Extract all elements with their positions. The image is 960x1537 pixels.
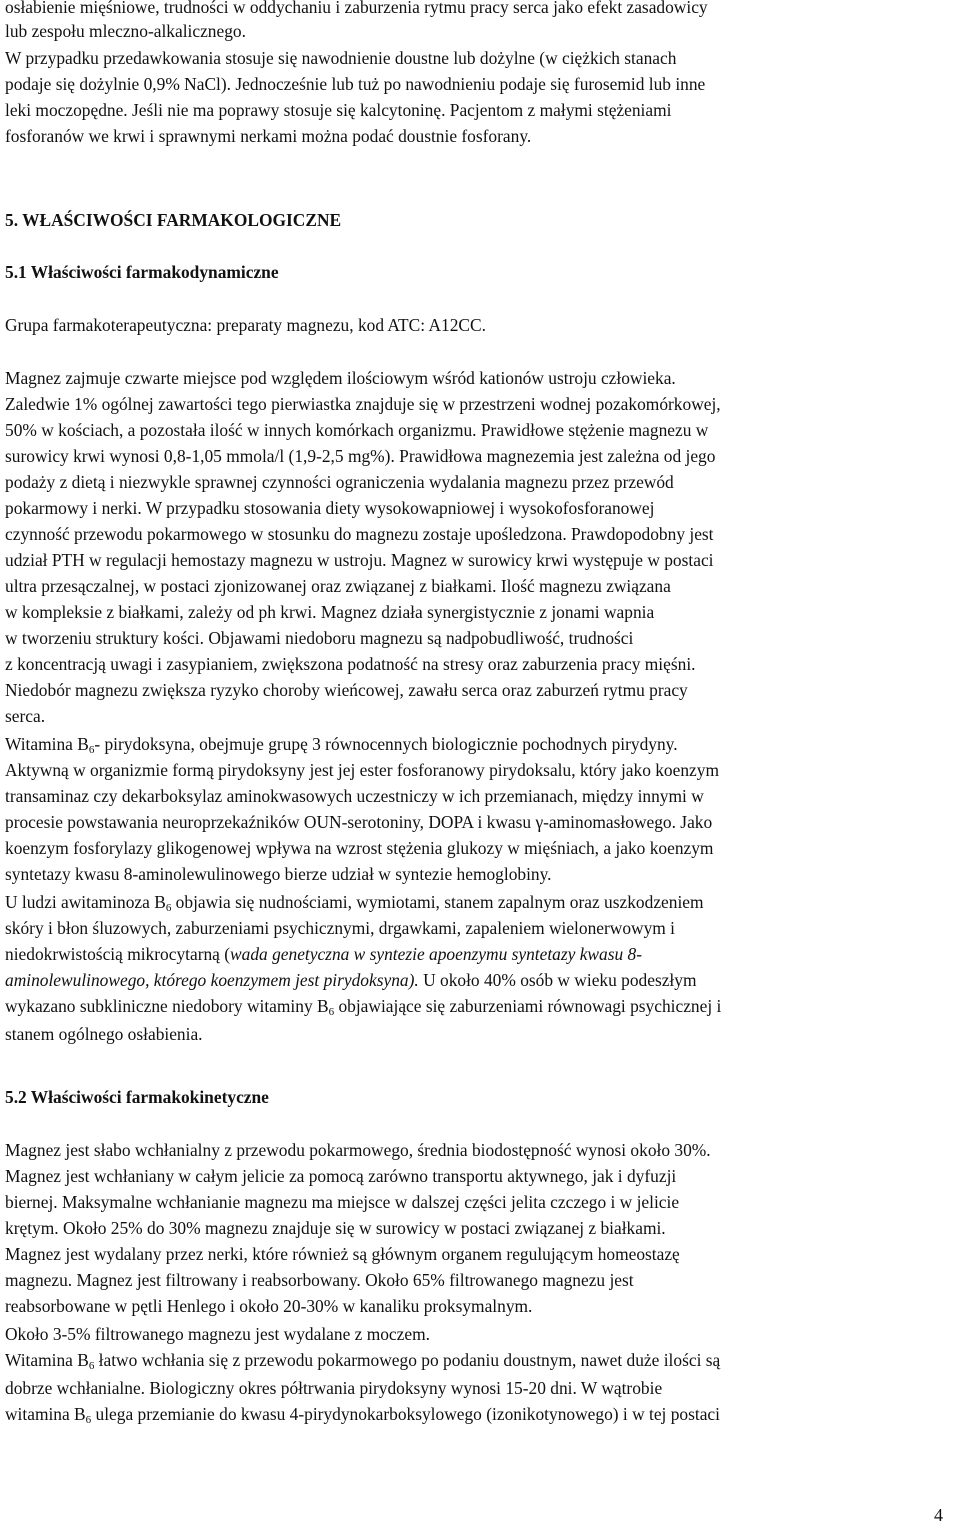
text-line: Aktywną w organizmie formą pirydoksyny jest jej ester fosforanowy pirydoksalu, który jako koenzym [5, 760, 719, 780]
text-line: Magnez jest słabo wchłanialny z przewodu pokarmowego, średnia biodostępność wynosi około 30%. [5, 1140, 711, 1160]
text-line: lub zespołu mleczno-alkalicznego. [5, 21, 246, 41]
text-line: Niedobór magnezu zwiększa ryzyko choroby wieńcowej, zawału serca oraz zaburzeń rytmu pracy [5, 680, 688, 700]
atc-group-line: Grupa farmakoterapeutyczna: preparaty magnezu, kod ATC: A12CC. [5, 315, 486, 335]
text-line: niedokrwistością mikrocytarną (wada genetyczna w syntezie apoenzymu syntetazy kwasu 8- [5, 944, 643, 964]
subsection-heading: 5.2 Właściwości farmakokinetyczne [5, 1087, 269, 1107]
text-line: dobrze wchłanialne. Biologiczny okres półtrwania pirydoksyny wynosi 15-20 dni. W wątrobie [5, 1378, 663, 1398]
text-line: U ludzi awitaminoza $B_6$ objawia się nudnościami, wymiotami, stanem zapalnym oraz uszkodzeniem [5, 892, 704, 914]
text-line: podaży z dietą i niezwykle sprawnej czynności ograniczenia wydalania magnezu przez przewód [5, 472, 674, 492]
text-line: krętym. Około 25% do 30% magnezu znajduje się w surowicy w postaci związanej z białkami. [5, 1218, 666, 1238]
text-line: Zaledwie 1% ogólnej zawartości tego pierwiastka znajduje się w przestrzeni wodnej pozakomórkowej, [5, 394, 721, 414]
page-number: 4 [934, 1505, 943, 1525]
text-line: z koncentracją uwagi i zasypianiem, zwiększona podatność na stresy oraz zaburzenia pracy mięśni. [5, 654, 696, 674]
text-line: osłabienie mięśniowe, trudności w oddychaniu i zaburzenia rytmu pracy serca jako efekt zasadowicy [5, 0, 708, 17]
text-line: w kompleksie z białkami, zależy od ph krwi. Magnez działa synergistycznie z jonami wapnia [5, 602, 655, 622]
subsection-heading: 5.1 Właściwości farmakodynamiczne [5, 262, 279, 282]
text-line: Witamina $B_6-$ pirydoksyna, obejmuje grupę 3 równocennych biologicznie pochodnych pirydyny. [5, 734, 678, 756]
text-line: udział PTH w regulacji hemostazy magnezu w ustroju. Magnez w surowicy krwi występuje w postaci [5, 550, 714, 570]
text-line: stanem ogólnego osłabienia. [5, 1024, 203, 1044]
text-line: Magnez jest wydalany przez nerki, które również są głównym organem regulującym homeostazę [5, 1244, 680, 1264]
text-line: syntetazy kwasu 8-aminolewulinowego bierze udział w syntezie hemoglobiny. [5, 864, 552, 884]
text-line: podaje się dożylnie 0,9% NaCl). Jednocześnie lub tuż po nawodnieniu podaje się furosemid lub inne [5, 74, 706, 94]
text-line: Magnez jest wchłaniany w całym jelicie za pomocą zarówno transportu aktywnego, jak i dyfuzji [5, 1166, 677, 1186]
text-line: 50% w kościach, a pozostała ilość w innych komórkach organizmu. Prawidłowe stężenie magnezu w [5, 420, 709, 440]
text-line: serca. [5, 706, 46, 726]
text-line: witamina $B_6$ ulega przemianie do kwasu 4-pirydynokarboksylowego (izonikotynowego) i w tej postaci [5, 1404, 720, 1426]
text-line: transaminaz czy dekarboksylaz aminokwasowych uczestniczy w ich przemianach, między innymi w [5, 786, 704, 806]
text-line: wykazano subkliniczne niedobory witaminy $B_6$ objawiające się zaburzeniami równowagi psychicznej i [5, 996, 722, 1018]
text-line: w tworzeniu struktury kości. Objawami niedoboru magnezu są nadpobudliwość, trudności [5, 628, 634, 648]
text-line: Magnez zajmuje czwarte miejsce pod względem ilościowym wśród kationów ustroju człowieka. [5, 368, 676, 388]
text-line: surowicy krwi wynosi 0,8-1,05 mmola/l (1,9-2,5 mg%). Prawidłowa magnezemia jest zależna od jego [5, 446, 716, 466]
text-line: Około 3-5% filtrowanego magnezu jest wydalane z moczem. [5, 1324, 430, 1344]
text-line: W przypadku przedawkowania stosuje się nawodnienie doustne lub dożylne (w ciężkich stanach [5, 48, 677, 68]
text-line: magnezu. Magnez jest filtrowany i reabsorbowany. Około 65% filtrowanego magnezu jest [5, 1270, 634, 1290]
text-line: leki moczopędne. Jeśli nie ma poprawy stosuje się kalcytoninę. Pacjentom z małymi stężeniami [5, 100, 672, 120]
text-line: fosforanów we krwi i sprawnymi nerkami można podać doustnie fosforany. [5, 126, 532, 146]
text-line: pokarmowy i nerki. W przypadku stosowania diety wysokowapniowej i wysokofosforanowej [5, 498, 655, 518]
text-line: skóry i błon śluzowych, zaburzeniami psychicznymi, drgawkami, zapaleniem wielonerwowym i [5, 918, 675, 938]
text-line: ultra przesączalnej, w postaci zjonizowanej oraz związanej z białkami. Ilość magnezu związana [5, 576, 671, 596]
section-heading: 5. WŁAŚCIWOŚCI FARMAKOLOGICZNE [5, 210, 342, 230]
text-line: Witamina $B_6$ łatwo wchłania się z przewodu pokarmowego po podaniu doustnym, nawet duże ilości są [5, 1350, 721, 1372]
text-line: aminolewulinowego, którego koenzymem jest pirydoksyna). U około 40% osób w wieku podeszłym [5, 970, 697, 990]
text-line: reabsorbowane w pętli Henlego i około 20-30% w kanaliku proksymalnym. [5, 1296, 533, 1316]
text-line: czynność przewodu pokarmowego w stosunku do magnezu zostaje upośledzona. Prawdopodobny jest [5, 524, 714, 544]
text-line: procesie powstawania neuroprzekaźników OUN-serotoniny, DOPA i kwasu γ-aminomasłowego. Jako [5, 812, 713, 832]
text-line: koenzym fosforylazy glikogenowej wpływa na wzrost stężenia glukozy w mięśniach, a jako koenzym [5, 838, 714, 858]
text-line: biernej. Maksymalne wchłanianie magnezu ma miejsce w dalszej części jelita czczego i w jelicie [5, 1192, 680, 1212]
